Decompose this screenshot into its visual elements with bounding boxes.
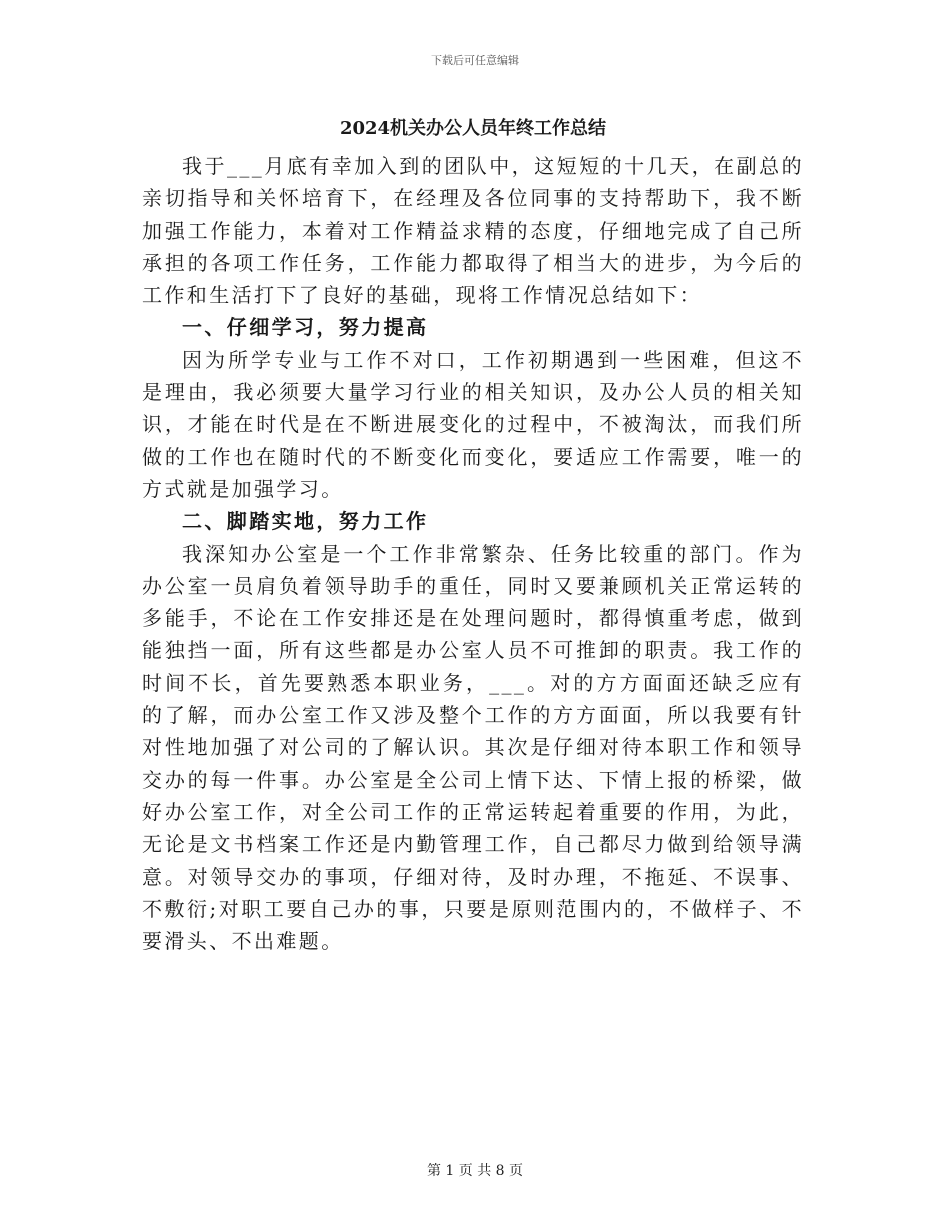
section-1-heading: 一、仔细学习，努力提高 bbox=[182, 315, 429, 340]
intro-paragraph: 我于___月底有幸加入到的团队中，这短短的十几天，在副总的亲切指导和关怀培育下，在经理及各位同事的支持帮助下，我不断加强工作能力，本着对工作精益求精的态度，仔细地完成了自己所承担的各项工作任务，工作能力都取得了相当大的进步，为今后的工作和生活打下了良好的基础，现将工作情况总结如下： bbox=[142, 154, 804, 308]
section-1-body: 因为所学专业与工作不对口，工作初期遇到一些困难，但这不是理由，我必须要大量学习行业的相关知识，及办公人员的相关知识，才能在时代是在不断进展变化的过程中，不被淘汰，而我们所做的工作也在随时代的不断变化而变化，要适应工作需要，唯一的方式就是加强学习。 bbox=[142, 347, 804, 501]
section-2-heading: 二、脚踏实地，努力工作 bbox=[182, 509, 429, 534]
document-title: 2024机关办公人员年终工作总结 bbox=[339, 118, 607, 139]
section-2-body: 我深知办公室是一个工作非常繁杂、任务比较重的部门。作为办公室一员肩负着领导助手的重任，同时又要兼顾机关正常运转的多能手，不论在工作安排还是在处理问题时，都得慎重考虑，做到能独挡一面，所有这些都是办公室人员不可推卸的职责。我工作的时间不长，首先要熟悉本职业务，___。对的方方面面还缺乏应有的了解，而办公室工作又涉及整个工作的方方面面，所以我要有针对性地加强了对公司的了解认识。其次是仔细对待本职工作和领导交办的每一件事。办公室是全公司上情下达、下情上报的桥梁，做好办公室工作，对全公司工作的正常运转起着重要的作用，为此，无论是文书档案工作还是内勤管理工作，自己都尽力做到给领导满意。对领导交办的事项，仔细对待，及时办理，不拖延、不误事、不敷衍;对职工要自己办的事，只要是原则范围内的，不做样子、不要滑头、不出难题。 bbox=[142, 541, 804, 954]
page-number: 第 1 页 共 8 页 bbox=[426, 1163, 524, 1179]
document-body bbox=[142, 114, 804, 957]
page-header-note: 下载后可任意编辑 bbox=[431, 54, 519, 67]
